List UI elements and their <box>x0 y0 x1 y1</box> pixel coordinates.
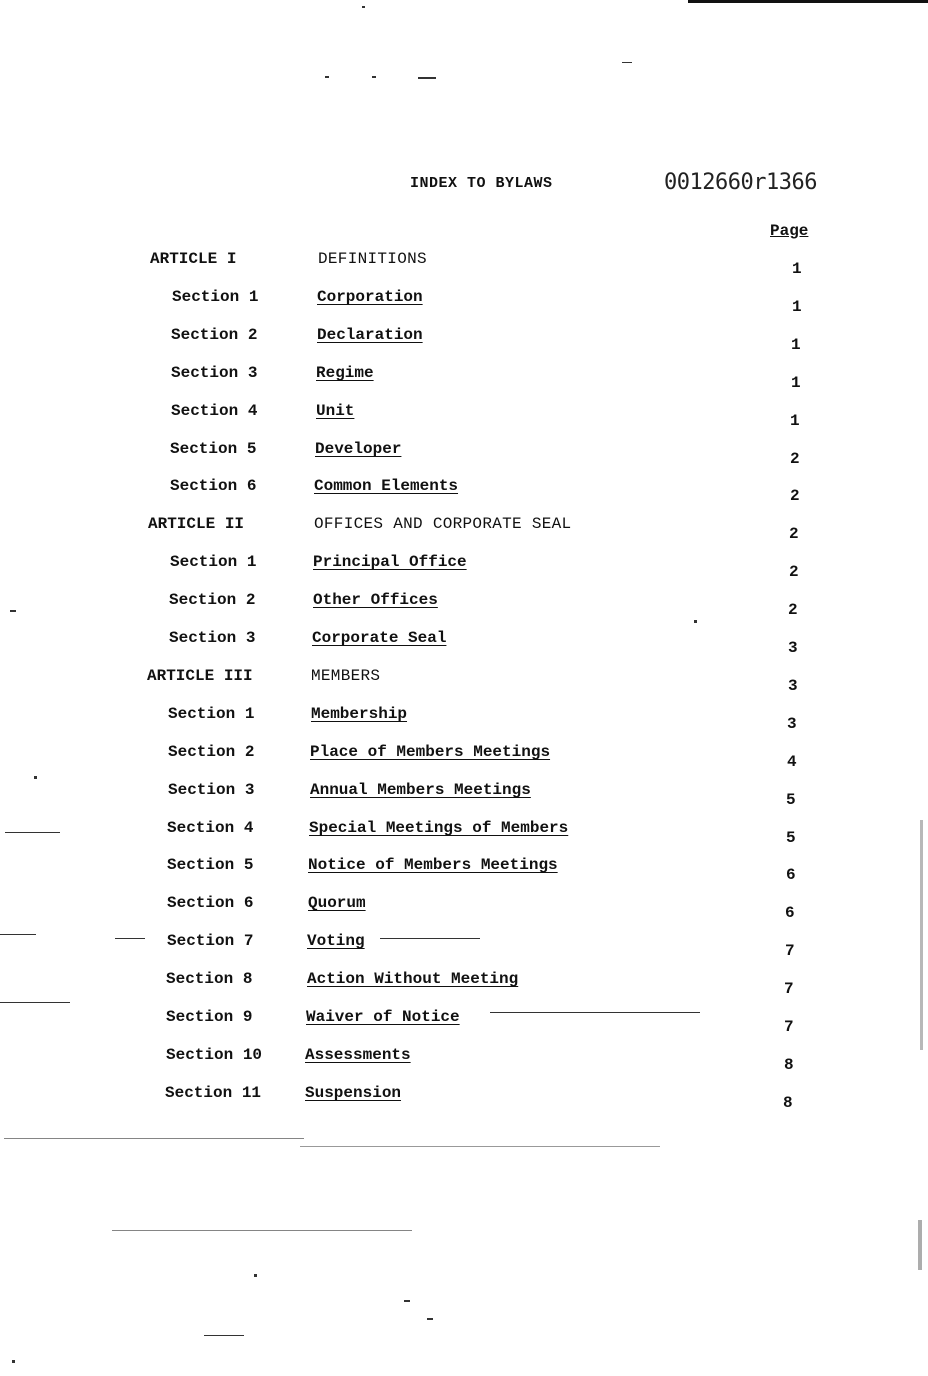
section-label: Section 7 <box>167 932 254 950</box>
scan-speck <box>112 1230 412 1231</box>
article-row <box>0 515 928 543</box>
section-row <box>0 856 928 884</box>
scan-edge-mark <box>688 0 928 3</box>
section-label: Section 3 <box>171 364 258 382</box>
article-row <box>0 667 928 695</box>
section-label: Section 11 <box>165 1084 262 1102</box>
section-row <box>0 1046 928 1074</box>
scan-speck <box>490 1012 700 1013</box>
section-row <box>0 1008 928 1036</box>
page-number: 3 <box>788 639 798 657</box>
scan-speck <box>4 1138 304 1139</box>
section-row <box>0 591 928 619</box>
section-label: Section 2 <box>168 743 255 761</box>
section-title: Place of Members Meetings <box>310 743 551 761</box>
page-number: 7 <box>784 980 794 998</box>
scan-speck <box>10 610 16 612</box>
page-number: 8 <box>783 1094 793 1112</box>
section-label: Section 10 <box>166 1046 263 1064</box>
section-row <box>0 629 928 657</box>
section-title: Suspension <box>305 1084 402 1102</box>
page-number: 7 <box>784 1018 794 1036</box>
scan-speck <box>694 620 697 623</box>
section-row <box>0 440 928 468</box>
scan-speck <box>404 1300 410 1302</box>
document-number: 0012660r1366 <box>664 170 817 195</box>
page-number: 6 <box>786 866 796 884</box>
scan-speck <box>0 934 36 935</box>
page-number: 1 <box>792 260 802 278</box>
scan-speck <box>115 938 145 939</box>
page-number: 5 <box>786 791 796 809</box>
scan-speck <box>918 1220 922 1270</box>
scan-speck <box>12 1360 15 1363</box>
article-label: ARTICLE III <box>147 667 253 685</box>
page-number: 2 <box>789 525 799 543</box>
article-label: ARTICLE II <box>148 515 245 533</box>
scan-speck <box>380 938 480 939</box>
section-title: Special Meetings of Members <box>309 819 569 837</box>
section-label: Section 1 <box>172 288 259 306</box>
section-title: Assessments <box>305 1046 411 1064</box>
section-row <box>0 1084 928 1112</box>
section-title: Declaration <box>317 326 423 344</box>
scan-speck <box>372 76 376 78</box>
page-number: 3 <box>787 715 797 733</box>
scan-speck <box>254 1274 257 1277</box>
section-row <box>0 819 928 847</box>
section-title: Corporation <box>317 288 423 306</box>
section-title: Annual Members Meetings <box>310 781 531 799</box>
section-label: Section 2 <box>171 326 258 344</box>
page-number: 7 <box>785 942 795 960</box>
section-title: Unit <box>316 402 355 420</box>
page-number: 8 <box>784 1056 794 1074</box>
section-title: Principal Office <box>313 553 467 571</box>
page-number: 1 <box>791 336 801 354</box>
section-title: Regime <box>316 364 374 382</box>
section-row <box>0 326 928 354</box>
article-label: ARTICLE I <box>150 250 237 268</box>
section-label: Section 6 <box>167 894 254 912</box>
section-title: Membership <box>311 705 408 723</box>
section-row <box>0 553 928 581</box>
section-title: Developer <box>315 440 402 458</box>
section-row <box>0 364 928 392</box>
page-number: 1 <box>791 374 801 392</box>
scan-speck <box>418 77 436 79</box>
section-label: Section 1 <box>168 705 255 723</box>
section-row <box>0 781 928 809</box>
page-number: 3 <box>788 677 798 695</box>
page-number: 4 <box>787 753 797 771</box>
scan-speck <box>0 1002 70 1003</box>
scan-speck <box>34 776 37 779</box>
scan-speck <box>427 1318 433 1320</box>
page-number: 1 <box>792 298 802 316</box>
section-label: Section 5 <box>167 856 254 874</box>
section-label: Section 2 <box>169 591 256 609</box>
section-label: Section 4 <box>167 819 254 837</box>
section-label: Section 9 <box>166 1008 253 1026</box>
section-row <box>0 970 928 998</box>
section-label: Section 5 <box>170 440 257 458</box>
scan-speck <box>920 820 923 1050</box>
section-title: Action Without Meeting <box>307 970 519 988</box>
scan-speck <box>362 6 365 8</box>
scan-speck <box>204 1335 244 1336</box>
article-title: MEMBERS <box>311 667 381 685</box>
section-label: Section 3 <box>169 629 256 647</box>
scan-speck <box>622 62 632 63</box>
section-row <box>0 705 928 733</box>
page-number: 5 <box>786 829 796 847</box>
scan-speck <box>325 76 329 78</box>
section-label: Section 8 <box>166 970 253 988</box>
section-title: Common Elements <box>314 477 459 495</box>
page-number: 2 <box>789 563 799 581</box>
article-title: OFFICES AND CORPORATE SEAL <box>314 515 572 533</box>
scan-speck <box>5 832 60 833</box>
section-row <box>0 894 928 922</box>
section-row <box>0 288 928 316</box>
section-row <box>0 932 928 960</box>
page-number: 2 <box>790 450 800 468</box>
section-title: Quorum <box>308 894 366 912</box>
section-label: Section 3 <box>168 781 255 799</box>
section-row <box>0 402 928 430</box>
page-column-header: Page <box>770 222 809 240</box>
section-row <box>0 743 928 771</box>
page-number: 2 <box>788 601 798 619</box>
page-number: 1 <box>790 412 800 430</box>
scan-speck <box>300 1146 660 1147</box>
page-number: 6 <box>785 904 795 922</box>
section-title: Corporate Seal <box>312 629 447 647</box>
section-row <box>0 477 928 505</box>
section-title: Waiver of Notice <box>306 1008 460 1026</box>
section-label: Section 4 <box>171 402 258 420</box>
section-label: Section 1 <box>170 553 257 571</box>
section-label: Section 6 <box>170 477 257 495</box>
article-row <box>0 250 928 278</box>
page-number: 2 <box>790 487 800 505</box>
page-title: INDEX TO BYLAWS <box>410 175 553 192</box>
article-title: DEFINITIONS <box>318 250 427 268</box>
section-title: Voting <box>307 932 365 950</box>
section-title: Other Offices <box>313 591 438 609</box>
section-title: Notice of Members Meetings <box>308 856 558 874</box>
